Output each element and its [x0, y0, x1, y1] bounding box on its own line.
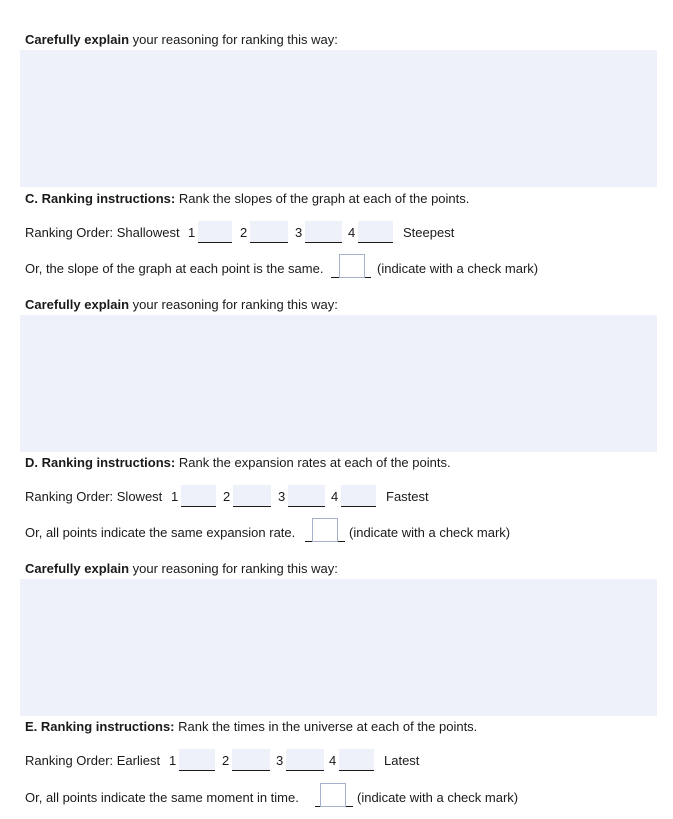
rank-blank-1[interactable]: [179, 749, 215, 771]
rank-number-3: 3: [295, 225, 303, 240]
explain-prompt: [25, 297, 338, 313]
section-c-same-row: [25, 254, 585, 282]
rank-number-1: 1: [169, 753, 177, 768]
explain-rest: your reasoning for ranking this way:: [129, 561, 338, 576]
rank-number-2: 2: [222, 753, 230, 768]
section-e-same-row: [25, 783, 585, 811]
ranking-end-label: Latest: [384, 753, 420, 768]
same-checkbox[interactable]: [339, 254, 365, 278]
explain-prompt: [25, 561, 338, 577]
explain-bold: Carefully explain: [25, 297, 130, 312]
rank-number-4: 4: [331, 489, 339, 504]
rank-blank-2[interactable]: [233, 485, 271, 507]
section-c-title: C. Ranking instructions:: [25, 191, 176, 206]
rank-number-1: 1: [188, 225, 196, 240]
rank-blank-2[interactable]: [250, 221, 288, 243]
rank-number-3: 3: [278, 489, 286, 504]
rank-blank-4[interactable]: [339, 749, 374, 771]
rank-blank-3[interactable]: [305, 221, 342, 243]
rank-blank-3[interactable]: [286, 749, 324, 771]
rank-number-4: 4: [348, 225, 356, 240]
same-checkbox[interactable]: [320, 783, 346, 807]
same-checkbox[interactable]: [312, 518, 338, 542]
ranking-label: Ranking Order: Shallowest: [25, 225, 180, 240]
section-e-ranking-row: [25, 748, 585, 774]
section-d-instruction-text: Rank the expansion rates at each of the points.: [175, 455, 451, 470]
ranking-label: Ranking Order: Earliest: [25, 753, 161, 768]
explain-bold: Carefully explain: [25, 32, 130, 47]
rank-number-3: 3: [276, 753, 284, 768]
same-text: Or, all points indicate the same moment in time.: [25, 790, 299, 805]
section-d-ranking-row: [25, 484, 585, 510]
explanation-field-c[interactable]: [20, 315, 657, 452]
ranking-end-label: Steepest: [403, 225, 455, 240]
section-d-instructions: [25, 455, 451, 471]
rank-number-2: 2: [223, 489, 231, 504]
rank-blank-4[interactable]: [358, 221, 393, 243]
section-e-title: E. Ranking instructions:: [25, 719, 175, 734]
ranking-label: Ranking Order: Slowest: [25, 489, 163, 504]
section-d-title: D. Ranking instructions:: [25, 455, 176, 470]
explain-prompt: [25, 32, 338, 48]
section-e-instruction-text: Rank the times in the universe at each of the points.: [174, 719, 478, 734]
rank-blank-3[interactable]: [288, 485, 325, 507]
rank-blank-4[interactable]: [341, 485, 376, 507]
rank-blank-1[interactable]: [181, 485, 216, 507]
check-instruction: (indicate with a check mark): [377, 261, 539, 276]
section-c-instructions: [25, 191, 469, 207]
rank-number-2: 2: [240, 225, 248, 240]
same-text: Or, all points indicate the same expansion rate.: [25, 525, 296, 540]
section-e-instructions: [25, 719, 477, 735]
check-instruction: (indicate with a check mark): [357, 790, 519, 805]
explain-bold: Carefully explain: [25, 561, 130, 576]
rank-number-1: 1: [171, 489, 179, 504]
rank-blank-1[interactable]: [198, 221, 232, 243]
rank-blank-2[interactable]: [232, 749, 270, 771]
check-instruction: (indicate with a check mark): [349, 525, 511, 540]
section-c-ranking-row: [25, 220, 585, 246]
section-d-same-row: [25, 518, 585, 546]
explanation-field-d[interactable]: [20, 579, 657, 716]
explain-rest: your reasoning for ranking this way:: [129, 297, 338, 312]
rank-number-4: 4: [329, 753, 337, 768]
explain-rest: your reasoning for ranking this way:: [129, 32, 338, 47]
ranking-end-label: Fastest: [386, 489, 429, 504]
explanation-field-b[interactable]: [20, 50, 657, 187]
section-c-instruction-text: Rank the slopes of the graph at each of the points.: [175, 191, 470, 206]
same-text: Or, the slope of the graph at each point is the same.: [25, 261, 324, 276]
